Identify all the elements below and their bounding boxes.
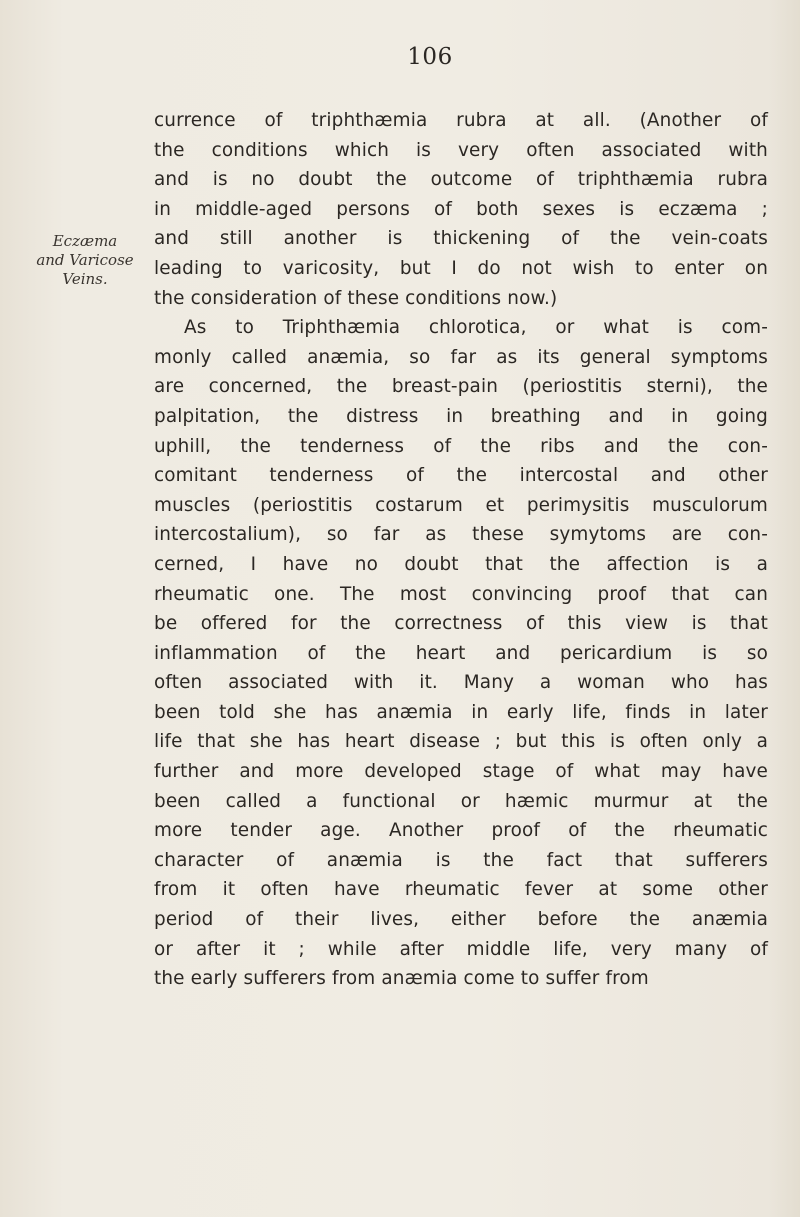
text-line: the consideration of these conditions now.) <box>154 287 558 309</box>
text-line: and still another is thickening of the vein-coats <box>154 228 768 250</box>
text-line: from it often have rheumatic fever at some other <box>154 879 768 901</box>
text-line: monly called anæmia, so far as its general symptoms <box>154 346 768 368</box>
text-line: the conditions which is very often associated with <box>154 139 768 161</box>
text-line: intercostalium), so far as these symytoms are con- <box>154 524 768 546</box>
text-line: period of their lives, either before the anæmia <box>154 909 768 931</box>
page-number: 106 <box>407 44 453 70</box>
text-line: currence of triphthæmia rubra at all. (Another of <box>154 110 768 131</box>
text-line: and is no doubt the outcome of triphthæmia rubra <box>154 169 768 191</box>
text-line: been called a functional or hæmic murmur at the <box>154 790 768 812</box>
text-line: As to Triphthæmia chlorotica, or what is com- <box>184 317 768 339</box>
text-line: been told she has anæmia in early life, finds in later <box>154 701 768 723</box>
text-line: the early sufferers from anæmia come to suffer from <box>154 968 649 990</box>
text-line: rheumatic one. The most convincing proof that can <box>154 583 768 605</box>
text-line: often associated with it. Many a woman who has <box>154 672 768 694</box>
margin-note-line: Eczæma <box>52 232 118 250</box>
text-line: life that she has heart disease ; but this is often only a <box>154 731 768 753</box>
text-line: leading to varicosity, but I do not wish to enter on <box>154 257 768 279</box>
text-line: cerned, I have no doubt that the affection is a <box>154 553 768 575</box>
body-text <box>154 106 768 994</box>
text-line: character of anæmia is the fact that sufferers <box>154 849 768 871</box>
text-line: in middle-aged persons of both sexes is eczæma ; <box>154 198 768 220</box>
text-line: uphill, the tenderness of the ribs and the con- <box>154 435 768 457</box>
text-line: further and more developed stage of what may have <box>154 761 768 783</box>
text-line: comitant tenderness of the intercostal and other <box>154 465 768 487</box>
text-line: inflammation of the heart and pericardium is so <box>154 642 768 664</box>
text-line: muscles (periostitis costarum et perimysitis musculorum <box>154 494 768 516</box>
margin-note <box>30 232 140 289</box>
text-line: more tender age. Another proof of the rheumatic <box>154 820 768 842</box>
margin-note-line: Veins. <box>62 270 108 288</box>
text-line: be offered for the correctness of this view is that <box>154 613 768 635</box>
text-line: or after it ; while after middle life, very many of <box>154 938 768 960</box>
text-line: are concerned, the breast-pain (periostitis sterni), the <box>154 376 768 398</box>
text-line: palpitation, the distress in breathing and in going <box>154 405 768 427</box>
margin-note-line: and Varicose <box>36 251 134 269</box>
